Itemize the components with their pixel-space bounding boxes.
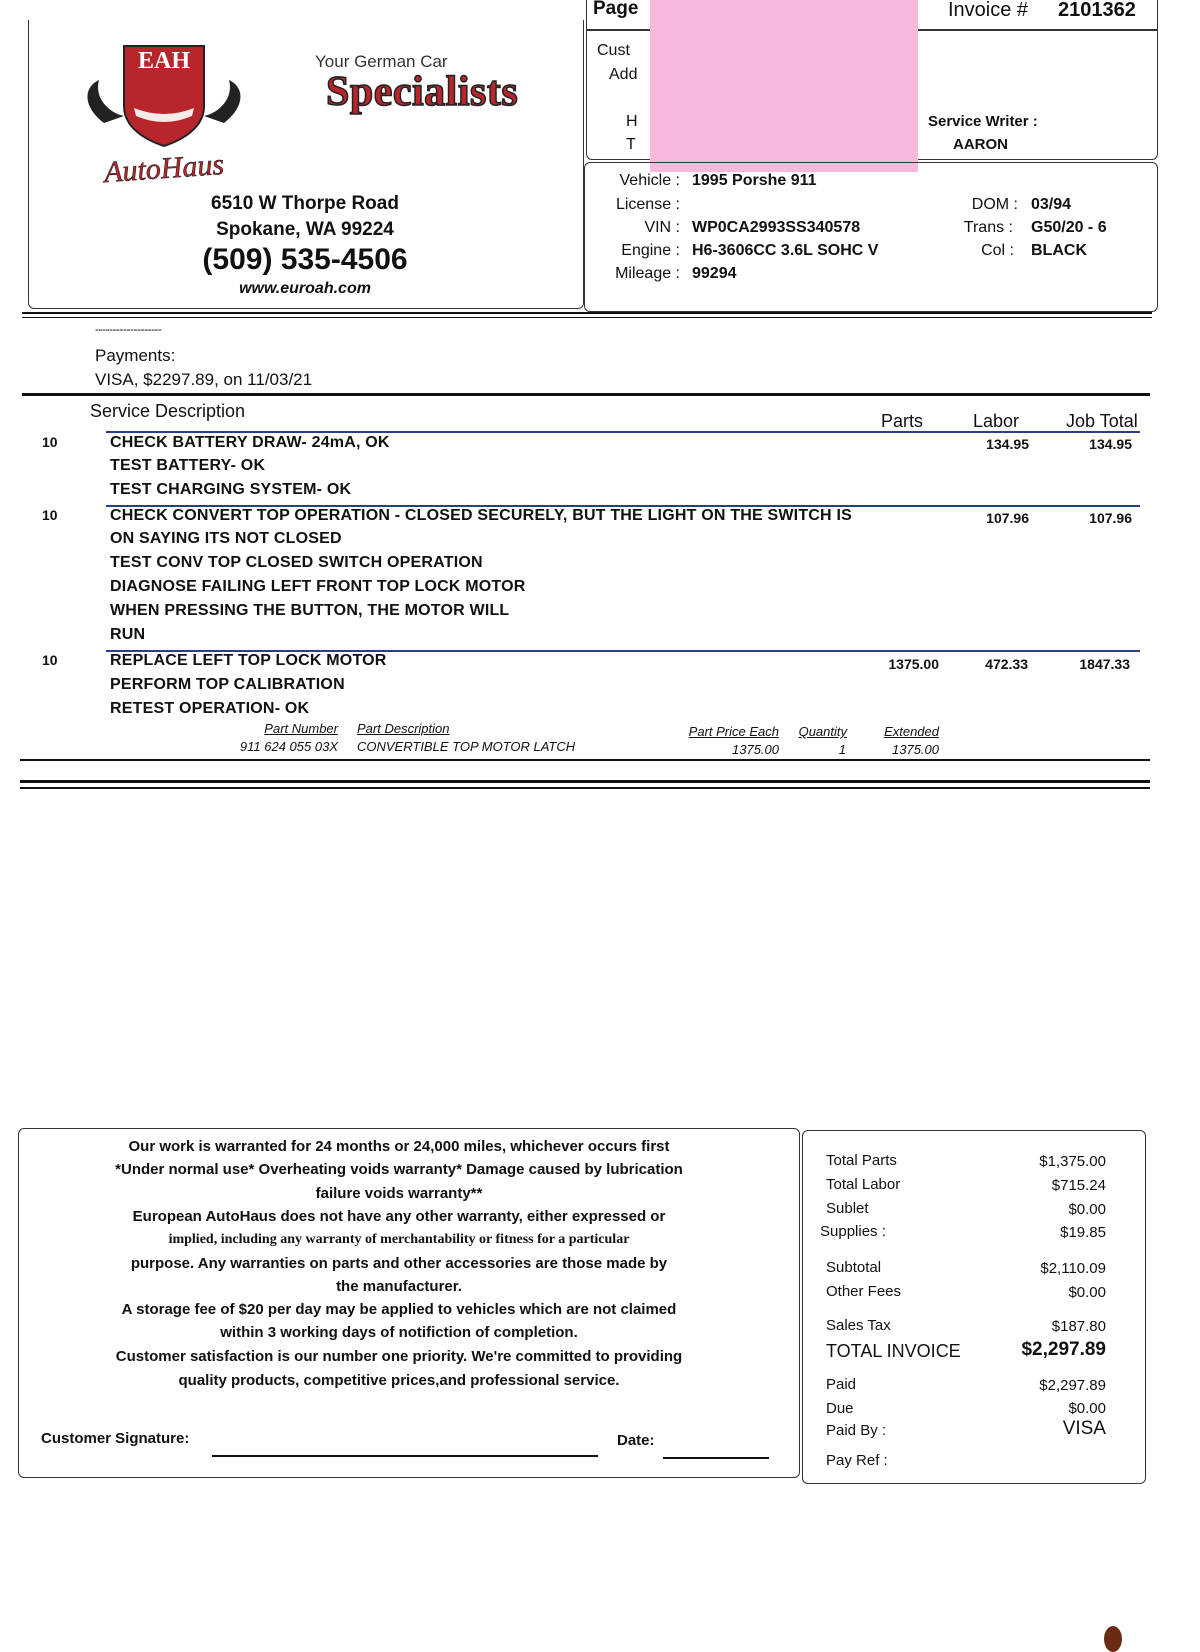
parts-header-part-number: Part Number (264, 721, 338, 736)
total-parts-value: $1,375.00 (1039, 1153, 1106, 1170)
col-value: BLACK (1031, 242, 1087, 259)
job-2-total: 107.96 (1089, 510, 1132, 526)
job-2-line-4: DIAGNOSE FAILING LEFT FRONT TOP LOCK MOTOR (110, 578, 526, 595)
col-label: Col : (981, 242, 1014, 259)
invoice-number: 2101362 (1058, 0, 1136, 21)
job-3-qty: 10 (42, 652, 58, 668)
license-label: License : (615, 196, 680, 213)
customer-signature-label: Customer Signature: (41, 1430, 190, 1447)
table-top-rule (22, 393, 1150, 396)
sales-tax-label: Sales Tax (826, 1317, 891, 1334)
end-double-rule-top (20, 780, 1150, 783)
invoice-label: Invoice # (948, 0, 1029, 21)
shop-address-1: 6510 W Thorpe Road (211, 193, 399, 214)
engine-value: H6-3606CC 3.6L SOHC V (692, 242, 879, 259)
dom-label: DOM : (971, 196, 1018, 213)
customer-signature-line[interactable] (212, 1455, 598, 1457)
part-quantity: 1 (838, 742, 846, 757)
parts-header-price-each: Part Price Each (688, 724, 779, 739)
job-2-line-3: TEST CONV TOP CLOSED SWITCH OPERATION (110, 554, 483, 571)
job-1-rule (106, 431, 1140, 433)
shop-website[interactable]: www.euroah.com (239, 280, 371, 297)
parts-header-part-description: Part Description (357, 721, 450, 736)
job-1-total: 134.95 (1089, 436, 1132, 452)
job-1-qty: 10 (42, 434, 58, 450)
pay-ref-label: Pay Ref : (826, 1452, 888, 1469)
total-labor-label: Total Labor (826, 1176, 901, 1193)
due-label: Due (826, 1400, 854, 1417)
job-2-line-6: RUN (110, 626, 146, 643)
warranty-line-9: within 3 working days of notifiction of completion. (220, 1324, 578, 1341)
total-invoice-value: $2,297.89 (1021, 1339, 1106, 1360)
job-2-line-5: WHEN PRESSING THE BUTTON, THE MOTOR WILL (110, 602, 510, 619)
end-double-rule-bottom (20, 787, 1150, 789)
total-labor-value: $715.24 (1051, 1177, 1106, 1194)
paid-value: $2,297.89 (1039, 1377, 1106, 1394)
job-1-line-2: TEST BATTERY- OK (110, 457, 266, 474)
header-double-rule-top (22, 312, 1152, 314)
other-fees-label: Other Fees (826, 1283, 902, 1300)
header-labor: Labor (973, 411, 1020, 431)
date-label: Date: (617, 1432, 655, 1449)
job-3-line-2: PERFORM TOP CALIBRATION (110, 676, 345, 693)
warranty-line-8: A storage fee of $20 per day may be applied to vehicles which are not claimed (121, 1301, 677, 1318)
job-2-labor: 107.96 (986, 510, 1029, 526)
total-invoice-label: TOTAL INVOICE (826, 1341, 961, 1361)
sublet-value: $0.00 (1068, 1201, 1106, 1218)
warranty-line-10: Customer satisfaction is our number one priority. We're committed to providing (115, 1348, 683, 1365)
job-2-line-1: CHECK CONVERT TOP OPERATION - CLOSED SECURELY, BUT THE LIGHT ON THE SWITCH IS (110, 507, 852, 524)
engine-label: Engine : (621, 242, 680, 259)
parts-header-quantity: Quantity (798, 724, 847, 739)
job-2-line-2: ON SAYING ITS NOT CLOSED (110, 530, 342, 547)
due-value: $0.00 (1068, 1400, 1106, 1417)
warranty-line-1: Our work is warranted for 24 months or 24,000 miles, whichever occurs first (128, 1138, 670, 1155)
mileage-value: 99294 (692, 265, 737, 282)
subtotal-value: $2,110.09 (1040, 1260, 1106, 1277)
shop-logo (64, 28, 264, 188)
shop-phone: (509) 535-4506 (202, 243, 408, 276)
h-label: H (626, 113, 638, 130)
subtotal-label: Subtotal (826, 1259, 882, 1276)
vin-label: VIN : (644, 219, 680, 236)
total-parts-label: Total Parts (826, 1152, 897, 1169)
customer-label: Cust (597, 42, 630, 59)
warranty-line-3: failure voids warranty** (315, 1185, 483, 1202)
warranty-line-11: quality products, competitive prices,and professional service. (178, 1372, 620, 1389)
shop-specialists: Specialists (326, 69, 519, 115)
shop-address-2: Spokane, WA 99224 (216, 219, 394, 240)
shop-tagline: Your German Car (315, 52, 448, 71)
parts-header-extended: Extended (884, 724, 939, 739)
page-label: Page (593, 0, 639, 19)
trans-label: Trans : (963, 219, 1013, 236)
payments-label: Payments: (95, 346, 176, 365)
header-double-rule-bottom (22, 317, 1152, 318)
logo-script-text: AutoHaus (103, 147, 226, 188)
date-line[interactable] (663, 1457, 769, 1459)
trans-value: G50/20 - 6 (1031, 219, 1107, 236)
t-label: T (626, 136, 636, 153)
warranty-line-2: *Under normal use* Overheating voids warranty* Damage caused by lubrication (115, 1161, 683, 1178)
service-writer: AARON (953, 136, 1008, 153)
job-1-line-3: TEST CHARGING SYSTEM- OK (110, 481, 352, 498)
warranty-line-5: implied, including any warranty of merchantability or fitness for a particular (168, 1232, 630, 1247)
header-parts: Parts (881, 411, 924, 431)
paper-spot (1104, 1626, 1122, 1652)
job-3-total: 1847.33 (1079, 656, 1130, 672)
job-3-labor: 472.33 (985, 656, 1028, 672)
vehicle-label: Vehicle : (619, 172, 680, 189)
sales-tax-value: $187.80 (1051, 1318, 1106, 1335)
part-number: 911 624 055 03X (239, 739, 338, 754)
header-job-total: Job Total (1066, 411, 1138, 431)
service-writer-label: Service Writer : (928, 113, 1038, 130)
job-1-line-1: CHECK BATTERY DRAW- 24mA, OK (110, 434, 390, 451)
mileage-label: Mileage : (615, 265, 680, 282)
paid-label: Paid (826, 1376, 857, 1393)
part-description: CONVERTIBLE TOP MOTOR LATCH (357, 739, 576, 754)
payments-entry: VISA, $2297.89, on 11/03/21 (95, 370, 313, 389)
vehicle-value: 1995 Porshe 911 (692, 172, 817, 189)
part-extended: 1375.00 (892, 742, 939, 757)
other-fees-value: $0.00 (1068, 1284, 1106, 1301)
logo-badge-text: EAH (137, 48, 190, 74)
table-bottom-rule (20, 759, 1150, 761)
payments-dashes: ------------------- (95, 322, 162, 336)
warranty-line-6: purpose. Any warranties on parts and other accessories are those made by (130, 1255, 668, 1272)
job-3-line-3: RETEST OPERATION- OK (110, 700, 310, 717)
supplies-value: $19.85 (1060, 1224, 1106, 1241)
vin-value: WP0CA2993SS340578 (692, 219, 861, 236)
sublet-label: Sublet (826, 1200, 869, 1217)
redaction-block (650, 0, 918, 172)
job-2-qty: 10 (42, 507, 58, 523)
header-service-description: Service Description (90, 401, 246, 421)
dom-value: 03/94 (1031, 196, 1072, 213)
job-3-parts: 1375.00 (888, 656, 939, 672)
job-1-labor: 134.95 (986, 436, 1029, 452)
supplies-label: Supplies : (820, 1223, 886, 1240)
job-3-line-1: REPLACE LEFT TOP LOCK MOTOR (110, 652, 387, 669)
warranty-line-7: the manufacturer. (336, 1278, 462, 1295)
warranty-line-4: European AutoHaus does not have any other warranty, either expressed or (132, 1208, 666, 1225)
paid-by-label: Paid By : (826, 1422, 887, 1439)
paid-by-value: VISA (1062, 1418, 1106, 1439)
part-price-each: 1375.00 (732, 742, 779, 757)
address-label: Add (609, 66, 638, 83)
